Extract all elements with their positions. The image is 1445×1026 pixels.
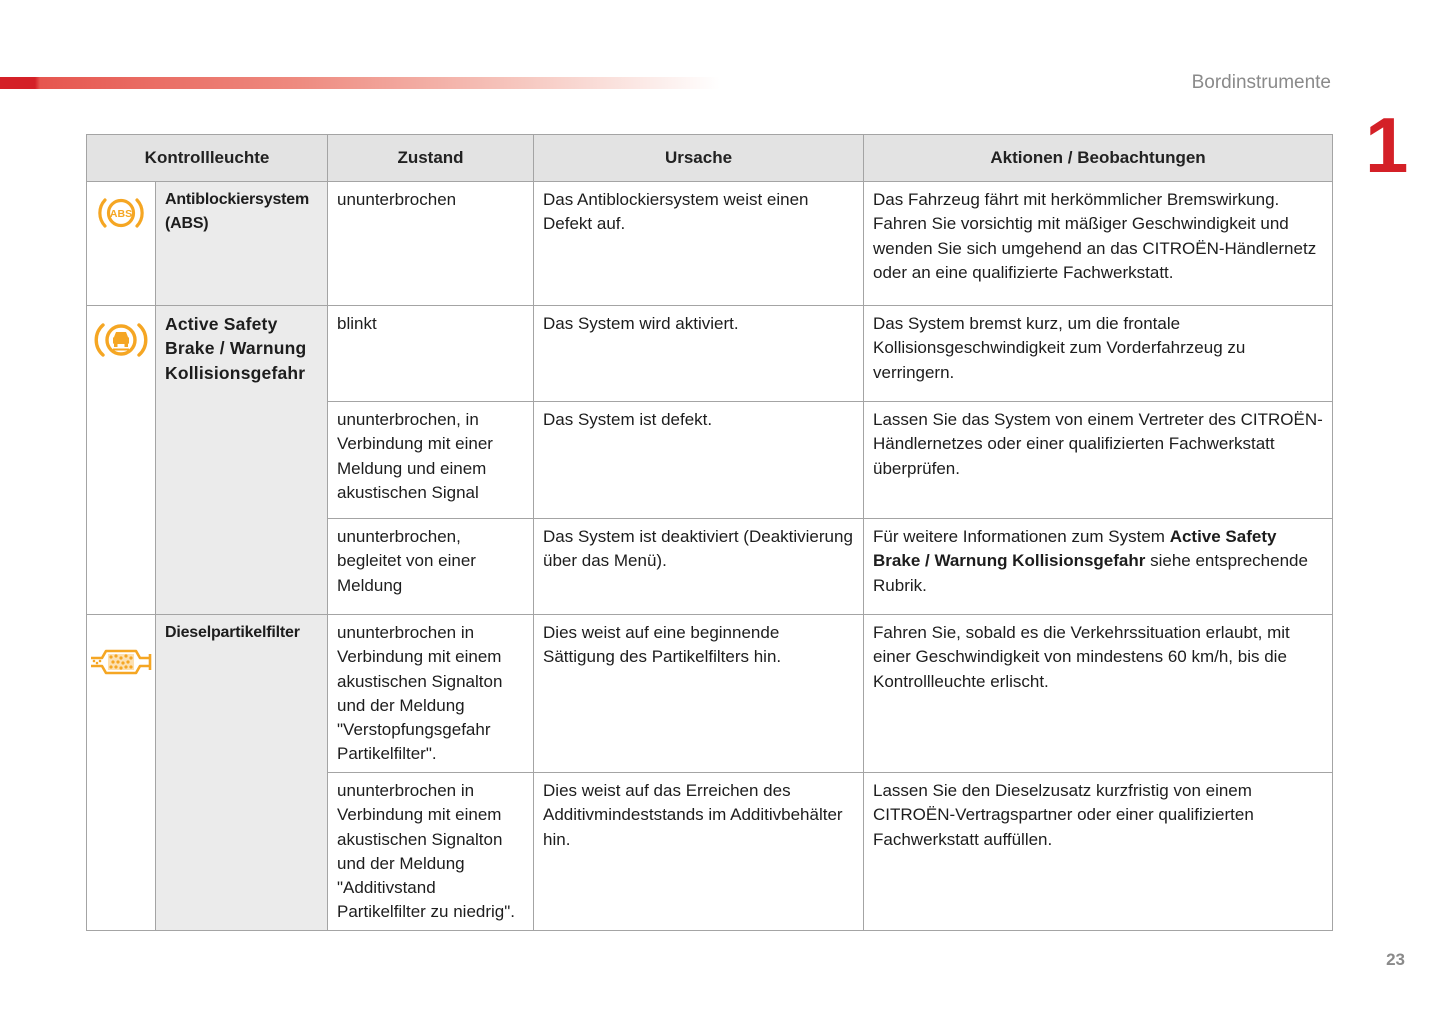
abs-warning-icon [96,194,146,232]
ursache-cell: Das System wird aktiviert. [534,306,864,402]
table-row [87,615,1333,773]
aktion-cell: Lassen Sie den Dieselzusatz kurzfristig von einem CITROËN-Vertragspartner oder einer qualifizierten Fachwerkstatt auffüllen. [864,773,1333,931]
diesel-particulate-filter-icon [88,645,154,679]
table-header-row [87,135,1333,182]
warning-light-name-cell [156,615,328,931]
table-row [87,306,1333,402]
warning-light-name: Antiblockiersystem (ABS) [165,191,310,232]
header-zustand: Zustand [328,135,534,182]
zustand-cell: ununterbrochen, begleitet von einer Meldung [328,519,534,615]
header-aktionen: Aktionen / Beobachtungen [864,135,1333,182]
chapter-number: 1 [1365,101,1409,189]
warning-light-name: Active Safety Brake / Warnung Kollisionsgefahr [165,314,307,383]
header-accent-bar [0,77,720,89]
icon-cell [87,615,156,931]
table-row [87,182,1333,306]
section-title: Bordinstrumente [1191,72,1331,93]
zustand-cell: ununterbrochen, in Verbindung mit einer Meldung und einem akustischen Signal [328,402,534,519]
ursache-cell: Das System ist defekt. [534,402,864,519]
zustand-cell: blinkt [328,306,534,402]
warning-light-name: Dieselpartikelfilter [165,624,300,641]
zustand-cell: ununterbrochen [328,182,534,306]
ursache-cell: Dies weist auf eine beginnende Sättigung des Partikelfilters hin. [534,615,864,773]
icon-cell [87,182,156,306]
zustand-cell: ununterbrochen in Verbindung mit einem akustischen Signalton und der Meldung "Verstopfungsgefahr Partikelfilter". [328,615,534,773]
zustand-cell: ununterbrochen in Verbindung mit einem akustischen Signalton und der Meldung "Additivstand Partikelfilter zu niedrig". [328,773,534,931]
page-number: 23 [1386,950,1405,969]
ursache-cell: Das System ist deaktiviert (Deaktivierung über das Menü). [534,519,864,615]
warning-light-name-cell [156,306,328,615]
icon-cell [87,306,156,615]
aktion-cell: Lassen Sie das System von einem Vertreter des CITROËN-Händlernetzes oder einer qualifizierten Fachwerkstatt überprüfen. [864,402,1333,519]
aktion-cell: Für weitere Informationen zum System Active Safety Brake / Warnung Kollisionsgefahr siehe entsprechende Rubrik. [864,519,1333,615]
warning-light-name-cell [156,182,328,306]
warning-lights-table [86,134,1333,931]
ursache-cell: Das Antiblockiersystem weist einen Defekt auf. [534,182,864,306]
aktion-cell: Das Fahrzeug fährt mit herkömmlicher Bremswirkung. Fahren Sie vorsichtig mit mäßiger Geschwindigkeit und wenden Sie sich umgehend an das CITROËN-Händlernetz oder an eine qualifizierte Fachwerkstatt. [864,182,1333,306]
ursache-cell: Dies weist auf das Erreichen des Additivmindeststands im Additivbehälter hin. [534,773,864,931]
active-safety-brake-icon [94,318,148,362]
aktion-cell: Fahren Sie, sobald es die Verkehrssituation erlaubt, mit einer Geschwindigkeit von mindestens 60 km/h, bis die Kontrollleuchte erlischt. [864,615,1333,773]
header-ursache: Ursache [534,135,864,182]
svg-text:ABS: ABS [109,208,133,220]
header-kontrollleuchte: Kontrollleuchte [87,135,328,182]
aktion-cell: Das System bremst kurz, um die frontale Kollisionsgeschwindigkeit zum Vorderfahrzeug zu verringern. [864,306,1333,402]
